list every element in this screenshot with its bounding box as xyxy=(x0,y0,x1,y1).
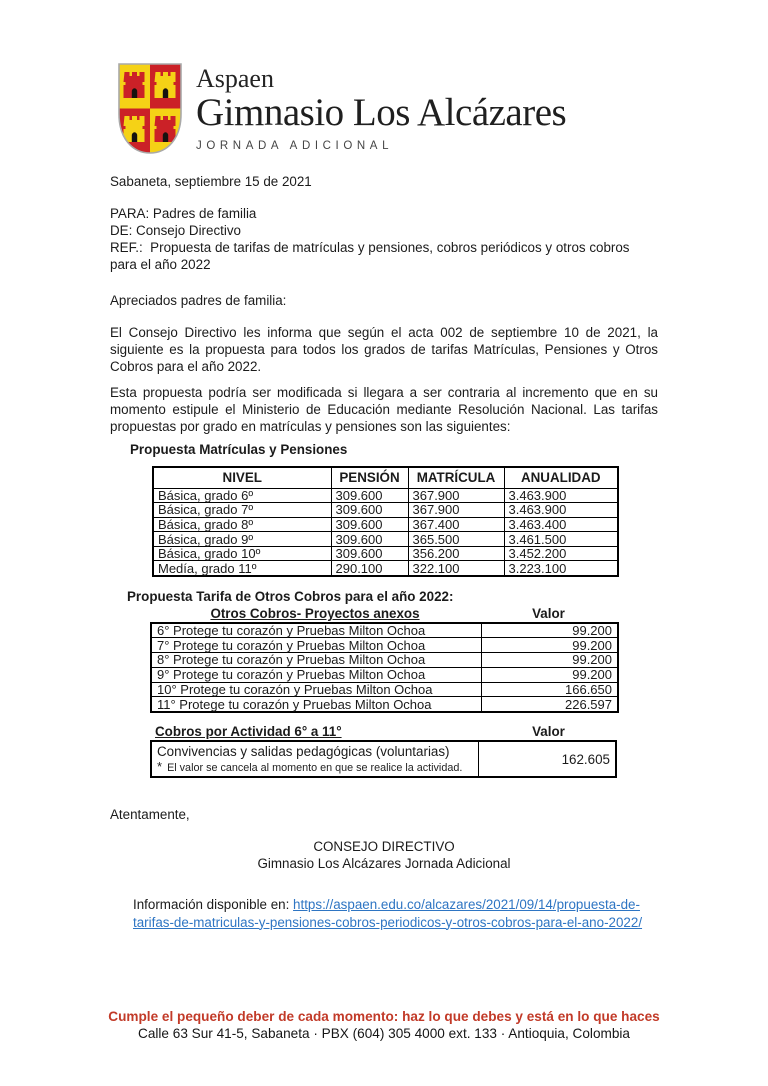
cell-nivel: Básica, grado 8º xyxy=(153,517,331,532)
info-link-block xyxy=(133,896,669,931)
cell-matricula: 367.900 xyxy=(408,503,504,518)
cell-valor: 99.200 xyxy=(481,653,618,668)
cell-pension: 309.600 xyxy=(331,532,408,547)
tariff-proposal-link[interactable]: https://aspaen.edu.co/alcazares/2021/09/14/propuesta-de-tarifas-de-matriculas-y-pensiones-cobros-periodicos-y-otros-cobros-para-el-ano-2022/ xyxy=(133,897,643,930)
letter-farewell: Atentamente, xyxy=(110,807,190,822)
footer-address: Calle 63 Sur 41-5, Sabaneta · PBX (604) 305 4000 ext. 133 · Antioquia, Colombia xyxy=(138,1026,630,1041)
school-logo xyxy=(117,62,566,155)
cell-matricula: 367.900 xyxy=(408,488,504,503)
activity-item-label: Convivencias y salidas pedagógicas (voluntarias) xyxy=(157,744,450,759)
cell-activity-valor: 162.605 xyxy=(561,751,610,767)
table-row xyxy=(151,682,618,697)
other-charges-table xyxy=(150,622,619,713)
table-row xyxy=(151,638,618,653)
letter-ref-line: REF.: Propuesta de tarifas de matrículas y pensiones, cobros periódicos y otros cobros para el año 2022 xyxy=(110,240,634,272)
cell-concept: 8° Protege tu corazón y Pruebas Milton Ochoa xyxy=(151,653,481,668)
column-header-nivel: NIVEL xyxy=(153,467,331,488)
footnote-text: El valor se cancela al momento en que se realice la actividad. xyxy=(167,762,463,774)
footer-motto: Cumple el pequeño deber de cada momento: haz lo que debes y está en lo que haces xyxy=(108,1009,660,1024)
cell-nivel: Básica, grado 10º xyxy=(153,546,331,561)
cell-matricula: 322.100 xyxy=(408,561,504,576)
cell-valor: 99.200 xyxy=(481,638,618,653)
column-header-otros-cobros: Otros Cobros- Proyectos anexos xyxy=(210,606,420,621)
cell-concept: 10° Protege tu corazón y Pruebas Milton Ochoa xyxy=(151,682,481,697)
logo-tagline: JORNADA ADICIONAL xyxy=(196,140,394,152)
cell-valor: 166.650 xyxy=(481,682,618,697)
table-row xyxy=(153,561,618,576)
table-row xyxy=(151,623,618,638)
cell-concept: 6° Protege tu corazón y Pruebas Milton Ochoa xyxy=(151,623,481,638)
cell-concept: 9° Protege tu corazón y Pruebas Milton Ochoa xyxy=(151,667,481,682)
footnote-asterisk: * xyxy=(157,759,163,774)
letter-date: Sabaneta, septiembre 15 de 2021 xyxy=(110,174,312,189)
table-row xyxy=(153,546,618,561)
table-row xyxy=(153,517,618,532)
tuition-table-title: Propuesta Matrículas y Pensiones xyxy=(130,442,348,457)
activity-item-note xyxy=(157,760,473,775)
signature-organization: Gimnasio Los Alcázares Jornada Adicional xyxy=(257,856,511,871)
column-header-anualidad: ANUALIDAD xyxy=(504,467,618,488)
signature-name: CONSEJO DIRECTIVO xyxy=(313,839,455,854)
cell-matricula: 365.500 xyxy=(408,532,504,547)
cell-nivel: Medía, grado 11º xyxy=(153,561,331,576)
letter-paragraph-1: El Consejo Directivo les informa que según el acta 002 de septiembre 10 de 2021, la siguiente es la propuesta para todos los grados de tarifas Matrículas, Pensiones y Otros Cobros para el año 2022. xyxy=(110,325,658,374)
cell-anualidad: 3.461.500 xyxy=(504,532,618,547)
activity-charges-table xyxy=(150,740,617,778)
activity-charges-title: Cobros por Actividad 6° a 11° xyxy=(155,724,342,739)
cell-anualidad: 3.223.100 xyxy=(504,561,618,576)
letter-to-line: PARA: Padres de familia xyxy=(110,206,257,221)
table-row xyxy=(151,653,618,668)
cell-pension: 290.100 xyxy=(331,561,408,576)
cell-anualidad: 3.463.900 xyxy=(504,488,618,503)
school-crest-icon xyxy=(117,62,183,155)
cell-concept: 7° Protege tu corazón y Pruebas Milton Ochoa xyxy=(151,638,481,653)
cell-anualidad: 3.463.400 xyxy=(504,517,618,532)
cell-activity-concept xyxy=(152,742,479,776)
table-row xyxy=(153,532,618,547)
tuition-table xyxy=(152,466,619,577)
cell-pension: 309.600 xyxy=(331,503,408,518)
cell-matricula: 356.200 xyxy=(408,546,504,561)
column-header-matricula: MATRÍCULA xyxy=(408,467,504,488)
cell-nivel: Básica, grado 6º xyxy=(153,488,331,503)
column-header-pension: PENSIÓN xyxy=(331,467,408,488)
other-charges-header-row xyxy=(150,605,617,622)
cell-matricula: 367.400 xyxy=(408,517,504,532)
cell-concept: 11° Protege tu corazón y Pruebas Milton Ochoa xyxy=(151,697,481,712)
tuition-table-header-row xyxy=(153,467,618,488)
cell-nivel: Básica, grado 9º xyxy=(153,532,331,547)
logo-brand-text: Aspaen xyxy=(196,64,274,93)
cell-valor: 99.200 xyxy=(481,667,618,682)
cell-anualidad: 3.463.900 xyxy=(504,503,618,518)
cell-pension: 309.600 xyxy=(331,488,408,503)
letter-salutation: Apreciados padres de familia: xyxy=(110,293,287,308)
logo-school-name: Gimnasio Los Alcázares xyxy=(196,91,567,134)
table-row xyxy=(153,503,618,518)
activity-charges-header-row xyxy=(150,723,617,740)
cell-pension: 309.600 xyxy=(331,546,408,561)
letter-meta-block xyxy=(110,205,658,273)
cell-nivel: Básica, grado 7º xyxy=(153,503,331,518)
cell-valor: 226.597 xyxy=(481,697,618,712)
column-header-valor: Valor xyxy=(532,724,565,739)
table-row xyxy=(151,667,618,682)
cell-pension: 309.600 xyxy=(331,517,408,532)
table-row xyxy=(153,488,618,503)
table-row xyxy=(151,697,618,712)
letter-from-line: DE: Consejo Directivo xyxy=(110,223,241,238)
letter-paragraph-2: Esta propuesta podría ser modificada si llegara a ser contraria al incremento que en su momento estipule el Ministerio de Educación mediante Resolución Nacional. Las tarifas propuestas por grado en matrículas y pensiones son las siguientes: xyxy=(110,385,658,434)
info-link-label: Información disponible en: xyxy=(133,897,294,912)
cell-valor: 99.200 xyxy=(481,623,618,638)
other-charges-title: Propuesta Tarifa de Otros Cobros para el año 2022: xyxy=(127,589,454,604)
cell-anualidad: 3.452.200 xyxy=(504,546,618,561)
column-header-valor: Valor xyxy=(532,606,565,621)
